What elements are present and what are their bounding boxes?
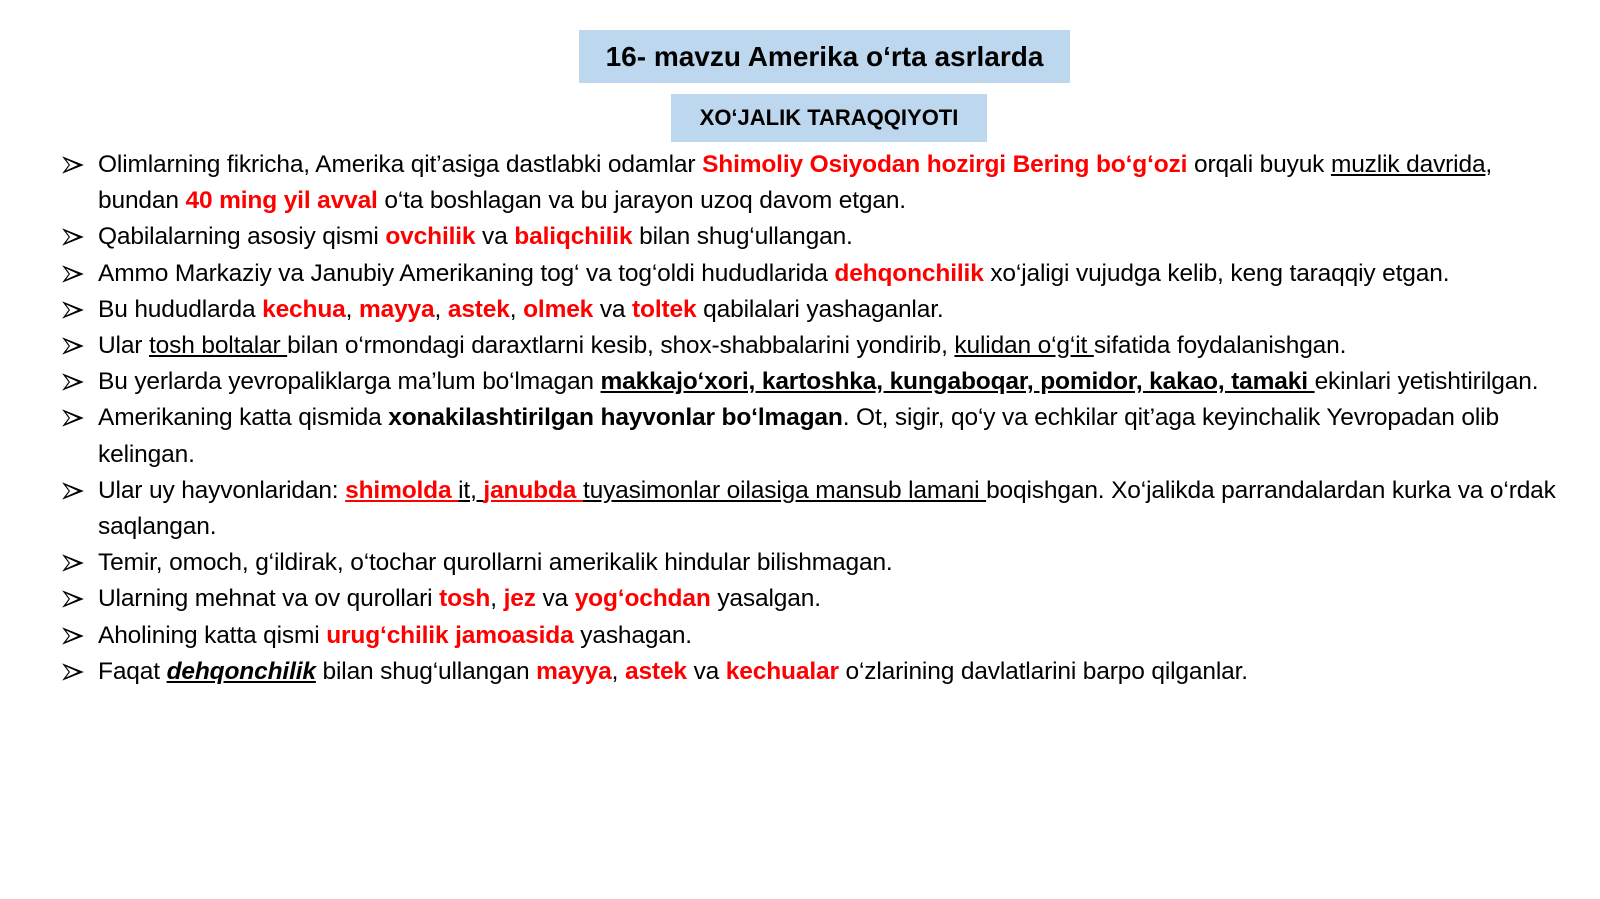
- bullet-text-segment: va: [475, 223, 515, 251]
- bullet-item: [0, 364, 1600, 400]
- bullet-text-segment: shimolda: [345, 476, 459, 504]
- bullet-text-segment: tosh boltalar: [148, 332, 288, 360]
- bullet-text-segment: Ular uy hayvonlaridan:: [98, 476, 346, 504]
- bullet-item: [0, 545, 1600, 581]
- arrowhead-bullet-icon: [62, 265, 84, 283]
- bullet-text-segment: muzlik davrida: [1330, 151, 1486, 178]
- bullet-text-segment: Shimoliy Osiyodan hozirgi Bering bo‘g‘ozi: [702, 151, 1188, 178]
- arrowhead-bullet-icon: [62, 156, 84, 174]
- slide-subtitle: [671, 94, 987, 142]
- bullet-text-segment: it,: [458, 476, 484, 504]
- bullet-text-segment: bilan shug‘ullangan: [315, 657, 537, 685]
- bullet-text-segment: kechua: [262, 295, 346, 323]
- bullet-item: [0, 292, 1600, 328]
- bullet-text-segment: qabilalari yashaganlar.: [696, 295, 944, 323]
- bullet-text-segment: janubda: [483, 476, 583, 504]
- bullet-item: [0, 219, 1600, 255]
- arrowhead-bullet-icon: [62, 409, 84, 427]
- arrowhead-bullet-icon: [62, 373, 84, 391]
- bullet-text-segment: baliqchilik: [514, 223, 633, 251]
- bullet-item: [0, 400, 1600, 472]
- bullet-text-segment: bilan o‘rmondagi daraxtlarni kesib, shox-shabbalarini yondirib,: [287, 332, 955, 360]
- bullet-text-segment: ,: [434, 295, 448, 323]
- arrowhead-bullet-icon: [62, 663, 84, 681]
- bullet-text-segment: olmek: [523, 295, 594, 323]
- bullet-text-segment: xo‘jaligi vujudga kelib, keng taraqqiy etgan.: [983, 259, 1450, 287]
- bullet-text-segment: 40 ming yil avval: [185, 187, 378, 215]
- bullet-text-segment: va: [686, 657, 726, 685]
- bullet-list: [0, 147, 1600, 690]
- bullet-text-segment: kulidan o‘g‘it: [954, 332, 1094, 360]
- bullet-item: [0, 328, 1600, 364]
- bullet-text-segment: ,: [611, 657, 625, 685]
- bullet-text-segment: ekinlari yetishtirilgan.: [1314, 368, 1539, 396]
- bullet-text-segment: orqali buyuk: [1187, 151, 1331, 178]
- slide-subtitle-text: XO‘JALIK TARAQQIYOTI: [699, 105, 959, 130]
- bullet-text-segment: astek: [447, 295, 510, 323]
- bullet-text-segment: toltek: [632, 295, 697, 323]
- bullet-text-segment: , bundan: [98, 151, 1493, 215]
- bullet-text-segment: yog‘ochdan: [574, 585, 711, 613]
- arrowhead-bullet-icon: [62, 590, 84, 608]
- bullet-text-segment: bilan shug‘ullangan.: [632, 223, 853, 251]
- arrowhead-bullet-icon: [62, 228, 84, 246]
- bullet-text-segment: ,: [490, 585, 504, 613]
- bullet-text-segment: o‘zlarining davlatlarini barpo qilganlar.: [838, 657, 1248, 685]
- bullet-text-segment: ,: [345, 295, 359, 323]
- bullet-text-segment: Amerikaning katta qismida: [98, 404, 389, 432]
- bullet-text-segment: xonakilashtirilgan hayvonlar bo‘lmagan: [388, 404, 843, 432]
- bullet-text-segment: Bu hududlarda: [98, 295, 263, 323]
- bullet-text-segment: . Ot, sigir, qo‘y va echkilar qit’aga keyinchalik Yevropadan olib kelingan.: [98, 404, 1499, 468]
- bullet-item: [0, 473, 1600, 545]
- bullet-item: [0, 654, 1600, 690]
- bullet-text-segment: yasalgan.: [710, 585, 821, 613]
- bullet-text-segment: va: [593, 295, 633, 323]
- bullet-text-segment: ovchilik: [385, 223, 476, 251]
- bullet-text-segment: mayya: [358, 295, 435, 323]
- bullet-text-segment: dehqonchilik: [834, 259, 984, 287]
- bullet-text-segment: Faqat: [98, 657, 167, 685]
- bullet-text-segment: Ularning mehnat va ov qurollari: [98, 585, 440, 613]
- bullet-text-segment: sifatida foydalanishgan.: [1093, 332, 1347, 360]
- slide-title-text: 16- mavzu Amerika o‘rta asrlarda: [605, 40, 1044, 72]
- bullet-text-segment: Temir, omoch, g‘ildirak, o‘tochar qurollarni amerikalik hindular bilishmagan.: [98, 549, 893, 577]
- slide-title: [579, 30, 1070, 83]
- arrowhead-bullet-icon: [62, 482, 84, 500]
- bullet-text-segment: kechualar: [725, 657, 839, 685]
- bullet-text-segment: tuyasimonlar oilasiga mansub lamani: [582, 476, 987, 504]
- bullet-text-segment: urug‘chilik jamoasida: [326, 621, 574, 649]
- bullet-text-segment: boqishgan. Xo‘jalikda parrandalardan kurka va o‘rdak saqlangan.: [98, 476, 1556, 541]
- bullet-text-segment: mayya: [536, 657, 612, 685]
- bullet-text-segment: makkajo‘xori, kartoshka, kungaboqar, pomidor, kakao, tamaki: [600, 368, 1315, 396]
- arrowhead-bullet-icon: [62, 337, 84, 355]
- bullet-text-segment: ,: [509, 295, 524, 323]
- bullet-text-segment: Olimlarning fikricha, Amerika qit’asiga dastlabki odamlar: [98, 151, 703, 178]
- bullet-text-segment: jez: [503, 585, 536, 613]
- bullet-text-segment: va: [535, 585, 575, 613]
- arrowhead-bullet-icon: [62, 301, 84, 319]
- bullet-text-segment: Qabilalarning asosiy qismi: [98, 223, 386, 251]
- bullet-text-segment: o‘ta boshlagan va bu jarayon uzoq davom etgan.: [377, 187, 906, 215]
- bullet-item: [0, 618, 1600, 654]
- bullet-text-segment: dehqonchilik: [166, 657, 316, 685]
- bullet-item: [0, 147, 1600, 219]
- bullet-text-segment: tosh: [439, 585, 491, 613]
- arrowhead-bullet-icon: [62, 554, 84, 572]
- arrowhead-bullet-icon: [62, 627, 84, 645]
- bullet-text-segment: Ammo Markaziy va Janubiy Amerikaning tog‘ va tog‘oldi hududlarida: [98, 259, 835, 287]
- bullet-text-segment: Bu yerlarda yevropaliklarga ma’lum bo‘lmagan: [98, 368, 601, 396]
- bullet-text-segment: Aholining katta qismi: [98, 621, 327, 649]
- bullet-item: [0, 256, 1600, 292]
- bullet-text-segment: astek: [624, 657, 687, 685]
- bullet-text-segment: yashagan.: [573, 621, 692, 649]
- bullet-text-segment: Ular: [98, 332, 149, 360]
- bullet-item: [0, 581, 1600, 617]
